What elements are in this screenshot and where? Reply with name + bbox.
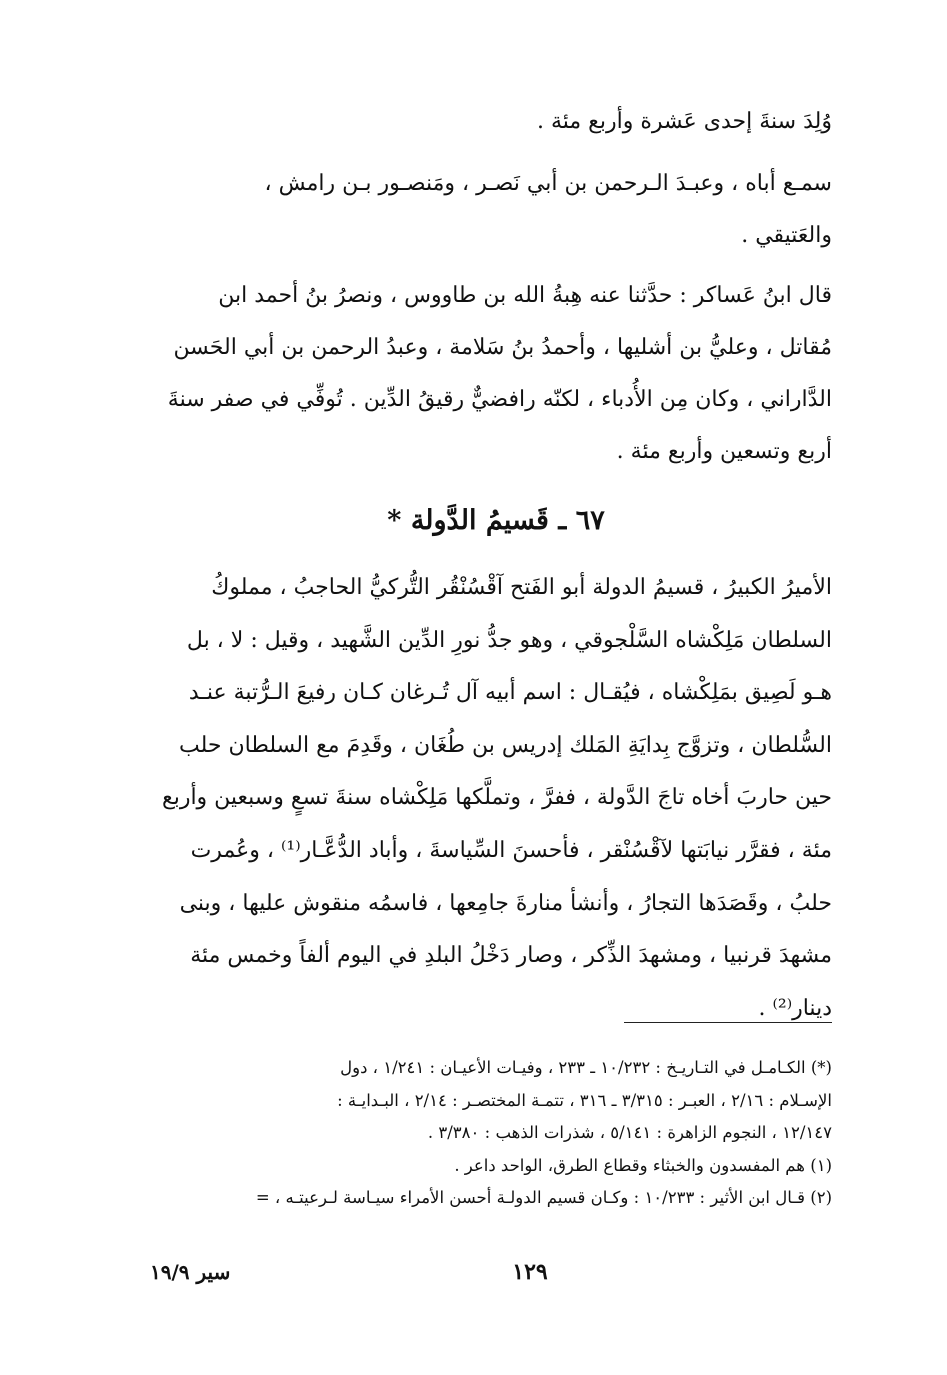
text-line: قال ابنُ عَساكر : حدَّثنا عنه هِبةُ الله بن طاووس ، ونصرُ بنُ أحمد ابن [218, 283, 832, 308]
footnote-divider [624, 1022, 832, 1023]
text-line: السلطان مَلِكْشاه السَّلْجوقي ، وهو جدُّ نورِ الدِّين الشَّهيد ، وقيل : لا ، بل [186, 627, 832, 653]
text-line: هـو لَصِيق بمَلِكْشاه ، فيُقـال : اسم أبيه آل تُـرغان كـان رفيعَ الـرُّتبة عنـد [188, 680, 832, 706]
text-line: وُلِدَ سنةَ إحدى عَشرة وأربع مئة . [536, 109, 832, 134]
text-line: السُّلطان ، وتزوَّج بِدايَةِ المَلك إدريس بن طُغَان ، وقَدِمَ مع السلطان حلب [179, 732, 832, 758]
text-line: دينار⁽²⁾ . [758, 995, 832, 1021]
page-footer [150, 1252, 832, 1292]
footnote-line: (٢) قـال ابن الأثير : ١٠/٢٣٣ : وكـان قسيم الدولـة أحسن الأمراء سيـاسة لـرعيتـه ، = [255, 1188, 832, 1207]
text-line: سمـع أباه ، وعبـدَ الـرحمن بن أبي نَصـر ، ومَنصـور بـن رامش ، [264, 171, 832, 196]
section-heading: ٦٧ ـ قَسيمُ الدَّولة * [387, 505, 605, 536]
signature-mark: سير ١٩/٩ [150, 1260, 231, 1284]
text-line: حلبُ ، وقَصَدَها التجارُ ، وأنشأ منارةَ جامِعها ، فاسمُه منقوش عليها ، وبنى [179, 890, 832, 916]
footnotes [160, 1052, 832, 1215]
text-line: مئة ، فقرَّر نيابَتها لآقْسُنْقر ، فأحسنَ السِّياسةَ ، وأباد الدُّعَّـار⁽¹⁾ ، وعُمرت [190, 837, 832, 863]
footnote-line: (١) هم المفسدون والخبثاء وقطاع الطرق، الواحد داعر . [454, 1155, 832, 1175]
text-line: مشهدَ قرنبيا ، ومشهدَ الذِّكر ، وصار دَخْلُ البلدِ في اليوم ألفاً وخمس مئة [190, 943, 832, 969]
text-line: الأميرُ الكبيرُ ، قسيمُ الدولة أبو الفَتح آقْسُنْقُر التُّركيُّ الحاجبُ ، مملوكُ [211, 575, 832, 600]
page-number: ١٢٩ [512, 1259, 548, 1285]
text-line: مُقاتل ، وعليُّ بن أشليها ، وأحمدُ بنُ سَلامة ، وعبدُ الرحمن بن أبي الحَسن [173, 335, 832, 360]
footnote-line: ١٢/١٤٧ ، النجوم الزاهرة : ٥/١٤١ ، شذرات الذهب : ٣/٣٨٠ . [427, 1123, 832, 1142]
footnote-line: (*) الكـامـل في التـاريـخ : ١٠/٢٣٢ ـ ٢٣٣ ، وفيـات الأعيـان : ١/٢٤١ ، دول [340, 1058, 832, 1077]
paragraph-teachers [160, 158, 832, 262]
text-line: الدَّاراني ، وكان مِن الأُدباء ، لكنّه رافضيٌّ رقيقُ الدِّين . تُوفِّي في صفر سنةَ [167, 387, 832, 412]
text-line: والعَتيقي . [741, 223, 832, 248]
text-line: حين حاربَ أخاه تاجَ الدَّولة ، ففرَّ ، وتملَّكها مَلِكْشاه سنةَ تسعٍ وسبعين وأربع [161, 785, 832, 811]
paragraph-birth [160, 96, 832, 148]
paragraph-ibn-asakir [160, 270, 832, 478]
paragraph-biography [160, 562, 832, 1035]
footnote-line: الإسـلام : ٢/١٦ ، العبـر : ٣/٣١٥ ـ ٣١٦ ، تتمـة المختصـر : ٢/١٤ ، البـدايـة : [337, 1090, 832, 1110]
text-line: أربع وتسعين وأربع مئة . [616, 439, 832, 464]
